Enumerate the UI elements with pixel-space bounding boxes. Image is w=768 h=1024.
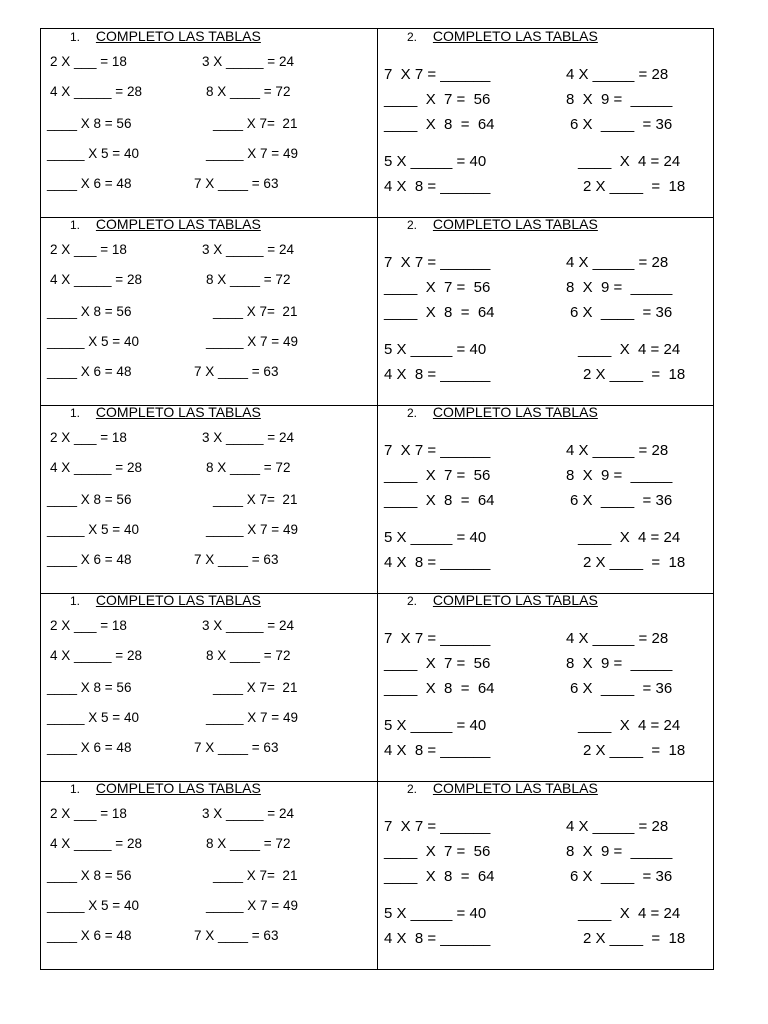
equation: ____ X 7= 21 [213,492,298,507]
equation: 8 X 9 = _____ [566,91,673,108]
equation: ____ X 8 = 64 [384,868,495,885]
equation: 7 X ____ = 63 [194,552,279,567]
equation: 2 X ___ = 18 [50,242,127,257]
exercise-1-cell [41,29,378,217]
equation: ____ X 7 = 56 [384,843,491,860]
equation: ____ X 4 = 24 [578,341,681,358]
equation: _____ X 5 = 40 [47,334,139,349]
equation: ____ X 8 = 64 [384,304,495,321]
equation: 4 X 8 = ______ [384,742,491,759]
exercise-2-cell [378,29,714,217]
exercise-1-cell [41,593,378,781]
equation: 4 X _____ = 28 [50,836,142,851]
equation: 7 X ____ = 63 [194,176,279,191]
equation: ____ X 8 = 56 [47,492,132,507]
equation: 5 X _____ = 40 [384,717,487,734]
equation: 3 X _____ = 24 [202,806,294,821]
exercise-row [41,29,713,218]
exercise-2-number: 2. [407,594,418,608]
exercise-2-cell [378,781,714,969]
exercise-1-title: COMPLETO LAS TABLAS [95,216,261,232]
equation: 6 X ____ = 36 [570,116,673,133]
equation: ____ X 8 = 64 [384,116,495,133]
equation: ____ X 4 = 24 [578,717,681,734]
exercise-2-heading [407,216,598,232]
equation: ____ X 7 = 56 [384,91,491,108]
equation: _____ X 5 = 40 [47,898,139,913]
exercise-2-heading [407,592,598,608]
exercise-1-heading [70,216,261,232]
exercise-2-title: COMPLETO LAS TABLAS [432,404,598,420]
equation: 4 X _____ = 28 [50,460,142,475]
exercise-1-title: COMPLETO LAS TABLAS [95,28,261,44]
equation: 4 X _____ = 28 [50,272,142,287]
equation: _____ X 7 = 49 [206,710,298,725]
exercise-2-title: COMPLETO LAS TABLAS [432,216,598,232]
equation: 3 X _____ = 24 [202,242,294,257]
equation: 2 X ___ = 18 [50,618,127,633]
equation: 5 X _____ = 40 [384,529,487,546]
equation: 7 X 7 = ______ [384,254,491,271]
exercise-2-number: 2. [407,30,418,44]
equation: 2 X ____ = 18 [583,742,686,759]
exercise-2-heading [407,404,598,420]
exercise-row [41,593,713,782]
equation: ____ X 7= 21 [213,868,298,883]
equation: 4 X _____ = 28 [50,84,142,99]
equation: ____ X 7 = 56 [384,655,491,672]
exercise-1-heading [70,780,261,796]
equation: 8 X 9 = _____ [566,655,673,672]
equation: 4 X _____ = 28 [566,630,669,647]
equation: ____ X 8 = 64 [384,680,495,697]
exercise-1-heading [70,28,261,44]
equation: _____ X 7 = 49 [206,898,298,913]
worksheet [40,28,714,970]
equation: 2 X ____ = 18 [583,930,686,947]
equation: _____ X 7 = 49 [206,522,298,537]
exercise-2-heading [407,28,598,44]
equation: ____ X 7= 21 [213,680,298,695]
equation: ____ X 7 = 56 [384,279,491,296]
exercise-2-title: COMPLETO LAS TABLAS [432,780,598,796]
equation: 4 X _____ = 28 [566,66,669,83]
equation: 2 X ___ = 18 [50,430,127,445]
equation: 4 X _____ = 28 [566,818,669,835]
equation: 7 X 7 = ______ [384,442,491,459]
equation: 3 X _____ = 24 [202,618,294,633]
exercise-2-cell [378,405,714,593]
exercise-1-heading [70,404,261,420]
equation: 4 X _____ = 28 [566,442,669,459]
equation: 4 X 8 = ______ [384,366,491,383]
exercise-2-cell [378,217,714,405]
exercise-1-number: 1. [70,406,81,420]
exercise-1-title: COMPLETO LAS TABLAS [95,592,261,608]
exercise-row [41,781,713,969]
equation: 8 X ____ = 72 [206,272,291,287]
equation: ____ X 8 = 64 [384,492,495,509]
equation: 7 X ____ = 63 [194,364,279,379]
equation: 8 X ____ = 72 [206,460,291,475]
equation: 5 X _____ = 40 [384,905,487,922]
equation: ____ X 6 = 48 [47,364,132,379]
equation: ____ X 4 = 24 [578,905,681,922]
equation: ____ X 6 = 48 [47,740,132,755]
exercise-row [41,217,713,406]
equation: _____ X 7 = 49 [206,334,298,349]
exercise-2-number: 2. [407,218,418,232]
exercise-1-number: 1. [70,30,81,44]
equation: _____ X 5 = 40 [47,146,139,161]
equation: 2 X ____ = 18 [583,554,686,571]
equation: ____ X 6 = 48 [47,176,132,191]
exercise-1-cell [41,781,378,969]
equation: 2 X ___ = 18 [50,54,127,69]
exercise-1-cell [41,217,378,405]
equation: 5 X _____ = 40 [384,153,487,170]
equation: 8 X 9 = _____ [566,279,673,296]
equation: ____ X 7= 21 [213,116,298,131]
exercise-2-title: COMPLETO LAS TABLAS [432,28,598,44]
exercise-1-number: 1. [70,782,81,796]
equation: 5 X _____ = 40 [384,341,487,358]
equation: 3 X _____ = 24 [202,54,294,69]
equation: ____ X 4 = 24 [578,153,681,170]
equation: ____ X 8 = 56 [47,116,132,131]
equation: 6 X ____ = 36 [570,304,673,321]
exercise-1-title: COMPLETO LAS TABLAS [95,780,261,796]
exercise-1-number: 1. [70,594,81,608]
exercise-2-heading [407,780,598,796]
equation: 6 X ____ = 36 [570,680,673,697]
equation: 8 X ____ = 72 [206,84,291,99]
equation: 4 X 8 = ______ [384,178,491,195]
equation: ____ X 6 = 48 [47,928,132,943]
equation: ____ X 7 = 56 [384,467,491,484]
equation: 7 X 7 = ______ [384,66,491,83]
equation: ____ X 6 = 48 [47,552,132,567]
exercise-2-number: 2. [407,406,418,420]
exercise-1-number: 1. [70,218,81,232]
equation: ____ X 4 = 24 [578,529,681,546]
exercise-1-title: COMPLETO LAS TABLAS [95,404,261,420]
equation: 8 X ____ = 72 [206,836,291,851]
equation: 4 X 8 = ______ [384,554,491,571]
exercise-1-heading [70,592,261,608]
equation: 4 X _____ = 28 [50,648,142,663]
exercise-2-title: COMPLETO LAS TABLAS [432,592,598,608]
equation: 6 X ____ = 36 [570,868,673,885]
equation: 2 X ____ = 18 [583,366,686,383]
exercise-2-cell [378,593,714,781]
equation: 2 X ___ = 18 [50,806,127,821]
equation: 2 X ____ = 18 [583,178,686,195]
equation: 7 X 7 = ______ [384,818,491,835]
equation: ____ X 8 = 56 [47,304,132,319]
equation: ____ X 8 = 56 [47,680,132,695]
equation: 6 X ____ = 36 [570,492,673,509]
equation: _____ X 7 = 49 [206,146,298,161]
equation: 7 X 7 = ______ [384,630,491,647]
equation: 7 X ____ = 63 [194,928,279,943]
equation: 8 X ____ = 72 [206,648,291,663]
exercise-1-cell [41,405,378,593]
equation: 4 X _____ = 28 [566,254,669,271]
equation: ____ X 7= 21 [213,304,298,319]
equation: 7 X ____ = 63 [194,740,279,755]
exercise-2-number: 2. [407,782,418,796]
equation: _____ X 5 = 40 [47,710,139,725]
equation: 8 X 9 = _____ [566,843,673,860]
equation: _____ X 5 = 40 [47,522,139,537]
exercise-row [41,405,713,594]
equation: 8 X 9 = _____ [566,467,673,484]
equation: 4 X 8 = ______ [384,930,491,947]
equation: 3 X _____ = 24 [202,430,294,445]
equation: ____ X 8 = 56 [47,868,132,883]
